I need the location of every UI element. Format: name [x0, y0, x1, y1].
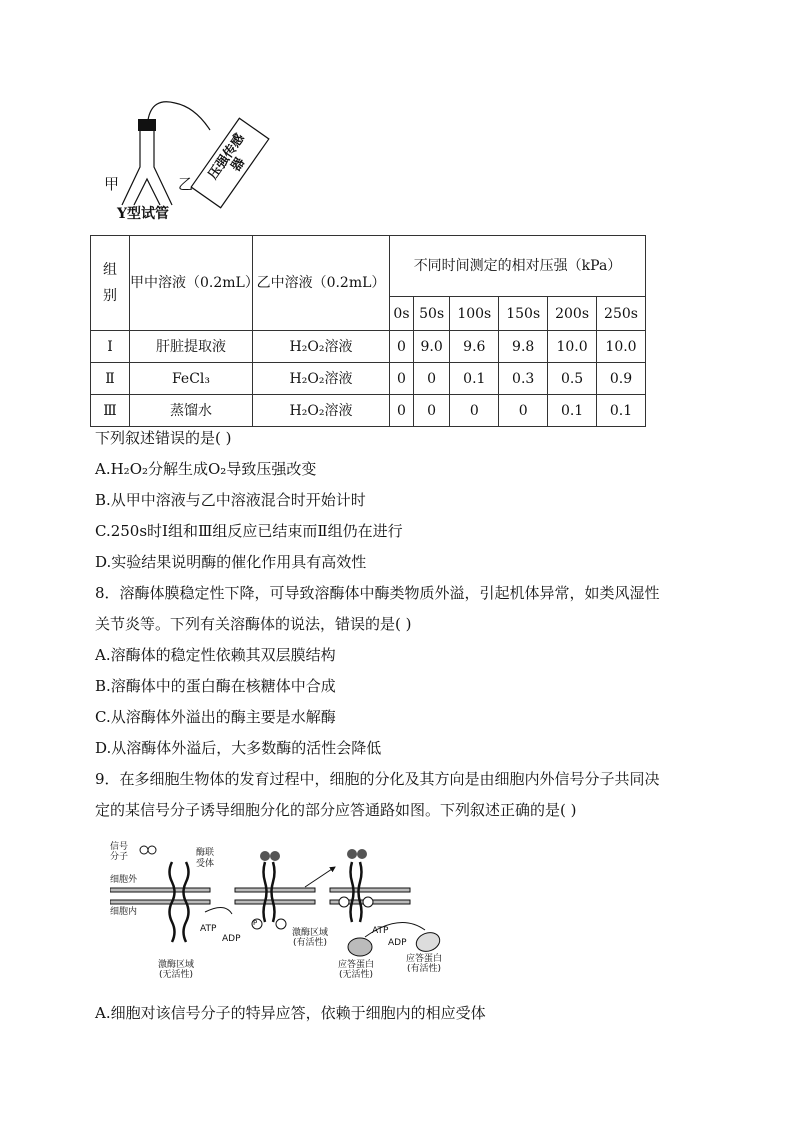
signal-label: 信号 分子	[110, 842, 129, 862]
q8-stem-line2: 关节炎等。下列有关溶酶体的说法，错误的是( )	[95, 615, 412, 633]
row-value: 0	[413, 395, 449, 427]
row-value: 0	[390, 395, 414, 427]
row-group: Ⅲ	[91, 395, 130, 427]
signal-pathway-figure	[110, 842, 470, 982]
row-yi: H₂O₂溶液	[253, 395, 390, 427]
row-jia: FeCl₃	[130, 363, 253, 395]
time-0: 0s	[390, 297, 414, 331]
table-row	[91, 395, 646, 427]
atp-label-1: ATP	[200, 924, 217, 934]
row-jia: 蒸馏水	[130, 395, 253, 427]
inside-label: 细胞内	[110, 907, 138, 917]
atp-label-2: ATP	[372, 926, 389, 936]
row-value: 10.0	[548, 331, 597, 363]
kinase-active-label: 激酶区域 (有活性)	[292, 928, 329, 948]
q7-option-c: C.250s时Ⅰ组和Ⅲ组反应已结束而Ⅱ组仍在进行	[95, 522, 403, 540]
row-value: 0	[499, 395, 548, 427]
table-row	[91, 363, 646, 395]
row-value: 0	[390, 331, 414, 363]
q7-option-b: B.从甲中溶液与乙中溶液混合时开始计时	[95, 491, 366, 509]
phosphate-label: P	[253, 919, 258, 927]
response-inactive-label: 应答蛋白 (无活性)	[338, 960, 375, 980]
adp-label-2: ADP	[388, 938, 407, 948]
row-value: 9.0	[413, 331, 449, 363]
header-pressure: 不同时间测定的相对压强（kPa）	[390, 236, 646, 297]
sensor-label: 压强传感器	[205, 131, 249, 183]
header-jia: 甲中溶液（0.2mL）	[130, 236, 253, 331]
time-3: 150s	[499, 297, 548, 331]
q7-option-a: A.H₂O₂分解生成O₂导致压强改变	[95, 460, 317, 478]
q9-stem-line1: 9．在多细胞生物体的发育过程中，细胞的分化及其方向是由细胞内外信号分子共同决	[95, 770, 660, 788]
row-value: 9.8	[499, 331, 548, 363]
q8-option-d: D.从溶酶体外溢后，大多数酶的活性会降低	[95, 739, 382, 757]
q8-option-a: A.溶酶体的稳定性依赖其双层膜结构	[95, 646, 336, 664]
time-4: 200s	[548, 297, 597, 331]
q8-option-c: C.从溶酶体外溢出的酶主要是水解酶	[95, 708, 336, 726]
table-row	[91, 331, 646, 363]
time-5: 250s	[597, 297, 646, 331]
q8-option-b: B.溶酶体中的蛋白酶在核糖体中合成	[95, 677, 336, 695]
q8-stem-line1: 8．溶酶体膜稳定性下降，可导致溶酶体中酶类物质外溢，引起机体异常，如类风湿性	[95, 584, 660, 602]
label-yi: 乙	[178, 175, 194, 193]
row-value: 0	[450, 395, 499, 427]
response-active-label: 应答蛋白 (有活性)	[406, 954, 443, 974]
row-value: 9.6	[450, 331, 499, 363]
outside-label: 细胞外	[110, 875, 138, 885]
header-yi: 乙中溶液（0.2mL）	[253, 236, 390, 331]
row-group: Ⅰ	[91, 331, 130, 363]
row-value: 10.0	[597, 331, 646, 363]
time-2: 100s	[450, 297, 499, 331]
row-yi: H₂O₂溶液	[253, 363, 390, 395]
kinase-inactive-label: 激酶区域 (无活性)	[158, 960, 195, 980]
q7-option-d: D.实验结果说明酶的催化作用具有高效性	[95, 553, 367, 571]
row-group: Ⅱ	[91, 363, 130, 395]
adp-label-1: ADP	[222, 934, 241, 944]
row-value: 0.9	[597, 363, 646, 395]
row-value: 0	[413, 363, 449, 395]
label-jia: 甲	[104, 175, 120, 193]
row-value: 0.1	[450, 363, 499, 395]
row-value: 0.3	[499, 363, 548, 395]
receptor-label: 酶联 受体	[196, 848, 215, 869]
row-jia: 肝脏提取液	[130, 331, 253, 363]
time-1: 50s	[413, 297, 449, 331]
q9-stem-line2: 定的某信号分子诱导细胞分化的部分应答通路如图。下列叙述正确的是( )	[95, 801, 577, 819]
row-value: 0.1	[548, 395, 597, 427]
row-value: 0.1	[597, 395, 646, 427]
q7-stem: 下列叙述错误的是( )	[95, 429, 232, 447]
row-yi: H₂O₂溶液	[253, 331, 390, 363]
row-value: 0.5	[548, 363, 597, 395]
tube-label: Y型试管	[117, 206, 169, 222]
header-group: 组别	[91, 236, 130, 331]
q9-option-a: A.细胞对该信号分子的特异应答，依赖于细胞内的相应受体	[95, 1004, 486, 1022]
row-value: 0	[390, 363, 414, 395]
pressure-table	[90, 235, 646, 427]
